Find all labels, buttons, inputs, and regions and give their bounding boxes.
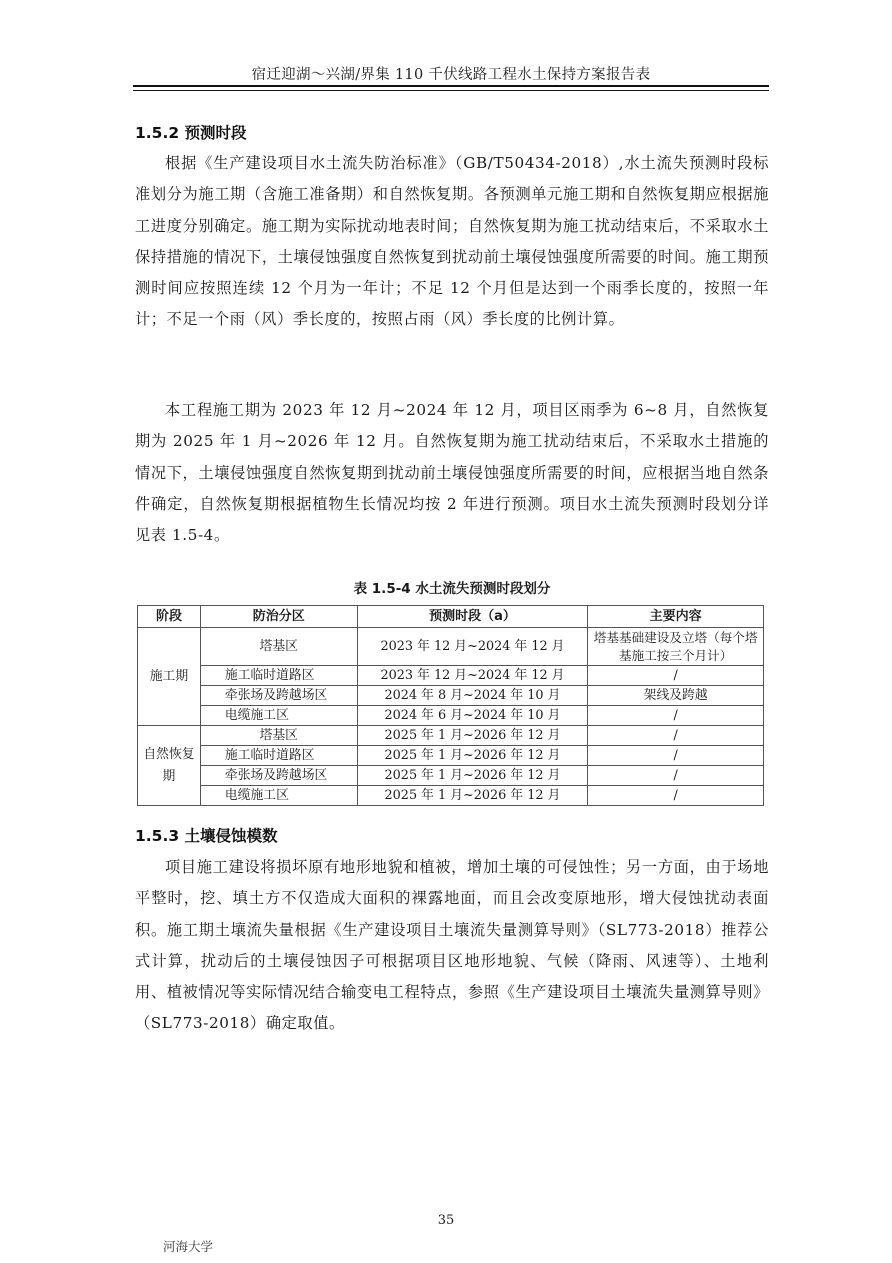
table-row bbox=[138, 686, 764, 706]
section-heading-1-5-3: 1.5.3 土壤侵蚀模数 bbox=[135, 827, 278, 845]
zone-cell: 牵张场及跨越场区 bbox=[200, 766, 357, 786]
content-cell: / bbox=[588, 706, 764, 726]
table-row bbox=[138, 628, 764, 666]
content-cell: / bbox=[588, 786, 764, 806]
column-header-zone: 防治分区 bbox=[200, 606, 357, 628]
header-rule-thin bbox=[133, 90, 769, 91]
stage-cell-natural-recovery: 自然恢复期 bbox=[138, 726, 201, 806]
paragraph-prediction-standard: 根据《生产建设项目水土流失防治标准》（GB/T50434-2018）,水土流失预测时段标准划分为施工期（含施工准备期）和自然恢复期。各预测单元施工期和自然恢复期应根据施工进度分别确定。施工期为实际扰动地表时间；自然恢复期为施工扰动结束后，不采取水土保持措施的情况下，土壤侵蚀强度自然恢复到扰动前土壤侵蚀强度所需要的时间。施工期预测时间应按照连续 12 个月为一年计；不足 12 个月但是达到一个雨季长度的，按照一年计；不足一个雨（风）季长度的，按照占雨（风）季长度的比例计算。 bbox=[135, 154, 769, 329]
prediction-period-table bbox=[137, 605, 764, 806]
header-title: 宿迁迎湖～兴湖/界集 110 千伏线路工程水土保持方案报告表 bbox=[251, 67, 651, 83]
table-header-row bbox=[138, 606, 764, 628]
table-row bbox=[138, 706, 764, 726]
table-row bbox=[138, 766, 764, 786]
zone-cell: 塔基区 bbox=[200, 628, 357, 666]
page-number: 35 bbox=[437, 1213, 455, 1228]
zone-cell: 施工临时道路区 bbox=[200, 666, 357, 686]
zone-cell: 电缆施工区 bbox=[200, 706, 357, 726]
stage-cell-construction: 施工期 bbox=[138, 628, 201, 726]
column-header-content: 主要内容 bbox=[588, 606, 764, 628]
table-caption: 表 1.5-4 水土流失预测时段划分 bbox=[353, 581, 551, 597]
table-row bbox=[138, 786, 764, 806]
content-cell: / bbox=[588, 746, 764, 766]
table-row bbox=[138, 666, 764, 686]
paragraph-erosion-modulus: 项目施工建设将损坏原有地形地貌和植被，增加土壤的可侵蚀性；另一方面，由于场地平整时，挖、填土方不仅造成大面积的裸露地面，而且会改变原地形，增大侵蚀扰动表面积。施工期土壤流失量根据《生产建设项目土壤流失量测算导则》（SL773-2018）推荐公式计算，扰动后的土壤侵蚀因子可根据项目区地形地貌、气候（降雨、风速等）、土地利用、植被情况等实际情况结合输变电工程特点，参照《生产建设项目土壤流失量测算导则》（SL773-2018）确定取值。 bbox=[135, 858, 769, 1033]
section-heading-1-5-2: 1.5.2 预测时段 bbox=[135, 124, 247, 142]
content-cell: / bbox=[588, 766, 764, 786]
zone-cell: 电缆施工区 bbox=[200, 786, 357, 806]
table-row bbox=[138, 726, 764, 746]
footer-organization: 河海大学 bbox=[163, 1239, 214, 1254]
paragraph-construction-period: 本工程施工期为 2023 年 12 月~2024 年 12 月，项目区雨季为 6~8 月，自然恢复期为 2025 年 1 月~2026 年 12 月。自然恢复期为施工扰动结束后，不采取水土措施的情况下，土壤侵蚀强度自然恢复期到扰动前土壤侵蚀强度所需要的时间，应根据当地自然条件确定，自然恢复期根据植物生长情况均按 2 年进行预测。项目水土流失预测时段划分详见表 1.5-4。 bbox=[135, 401, 769, 545]
period-cell: 2025 年 1 月~2026 年 12 月 bbox=[357, 786, 588, 806]
content-cell: / bbox=[588, 666, 764, 686]
header-rule-thick bbox=[133, 85, 769, 87]
content-cell: / bbox=[588, 726, 764, 746]
period-cell: 2023 年 12 月~2024 年 12 月 bbox=[357, 628, 588, 666]
period-cell: 2024 年 8 月~2024 年 10 月 bbox=[357, 686, 588, 706]
period-cell: 2025 年 1 月~2026 年 12 月 bbox=[357, 746, 588, 766]
period-cell: 2025 年 1 月~2026 年 12 月 bbox=[357, 726, 588, 746]
column-header-stage: 阶段 bbox=[138, 606, 201, 628]
content-cell: 塔基基础建设及立塔（每个塔基施工按三个月计） bbox=[588, 628, 764, 666]
zone-cell: 施工临时道路区 bbox=[200, 746, 357, 766]
table-row bbox=[138, 746, 764, 766]
period-cell: 2023 年 12 月~2024 年 12 月 bbox=[357, 666, 588, 686]
column-header-period: 预测时段（a） bbox=[357, 606, 588, 628]
zone-cell: 牵张场及跨越场区 bbox=[200, 686, 357, 706]
period-cell: 2025 年 1 月~2026 年 12 月 bbox=[357, 766, 588, 786]
period-cell: 2024 年 6 月~2024 年 10 月 bbox=[357, 706, 588, 726]
content-cell: 架线及跨越 bbox=[588, 686, 764, 706]
zone-cell: 塔基区 bbox=[200, 726, 357, 746]
